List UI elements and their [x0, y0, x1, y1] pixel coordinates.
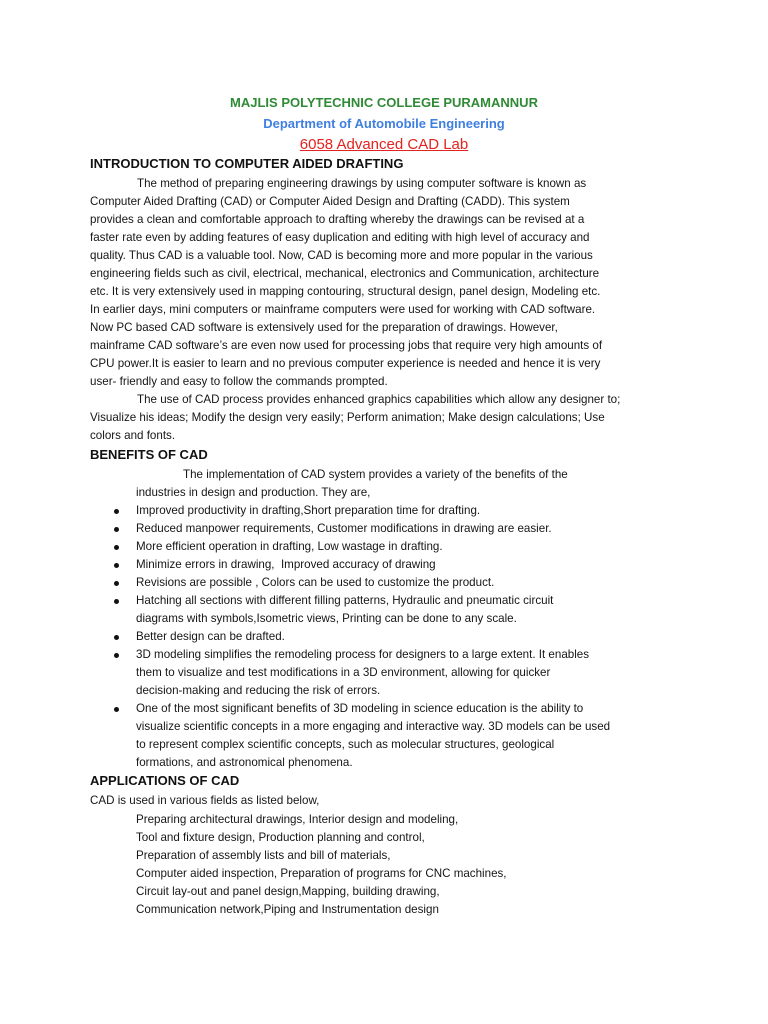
bullet-line: More efficient operation in drafting, Low wastage in drafting.	[136, 540, 443, 553]
list-item: Circuit lay-out and panel design,Mapping, building drawing,	[136, 885, 440, 898]
intro-heading: INTRODUCTION TO COMPUTER AIDED DRAFTING	[90, 156, 404, 171]
paragraph-line: CAD is used in various fields as listed below,	[90, 794, 320, 807]
bullet-line: diagrams with symbols,Isometric views, Printing can be done to any scale.	[136, 612, 517, 625]
bullet-line: decision-making and reducing the risk of errors.	[136, 684, 381, 697]
applications-list	[136, 811, 507, 919]
lab-title-text: 6058 Advanced CAD Lab	[299, 136, 469, 153]
bullet-line: visualize scientific concepts in a more engaging and interactive way. 3D models can be used	[136, 720, 611, 733]
bullet-item	[136, 556, 610, 574]
intro-paragraph-1	[90, 175, 602, 391]
paragraph-line: industries in design and production. They are,	[136, 486, 371, 499]
bullet-line: to represent complex scientific concepts, such as molecular structures, geological	[136, 738, 555, 751]
college-name: MAJLIS POLYTECHNIC COLLEGE PURAMANNUR	[230, 95, 538, 110]
bullet-icon	[114, 509, 119, 514]
intro-paragraph-2	[90, 391, 620, 445]
bullet-item	[136, 538, 610, 556]
bullet-line: 3D modeling simplifies the remodeling process for designers to a large extent. It enables	[136, 648, 590, 661]
paragraph-line: provides a clean and comfortable approach to drafting whereby the drawings can be revised at a	[90, 213, 585, 226]
paragraph-line: user- friendly and easy to follow the commands prompted.	[90, 375, 388, 388]
paragraph-line: The implementation of CAD system provides a variety of the benefits of the	[183, 468, 568, 481]
bullet-line: formations, and astronomical phenomena.	[136, 756, 353, 769]
bullet-item	[136, 700, 610, 772]
bullet-item	[136, 502, 610, 520]
applications-intro	[90, 792, 319, 810]
paragraph-line: The use of CAD process provides enhanced graphics capabilities which allow any designer to;	[137, 393, 621, 406]
paragraph-line: Computer Aided Drafting (CAD) or Computer Aided Design and Drafting (CADD). This system	[90, 195, 570, 208]
list-item: Computer aided inspection, Preparation of programs for CNC machines,	[136, 867, 507, 880]
bullet-icon	[114, 581, 119, 586]
paragraph-line: CPU power.It is easier to learn and no previous computer experience is needed and hence it is very	[90, 357, 601, 370]
bullet-line: them to visualize and test modifications in a 3D environment, allowing for quicker	[136, 666, 551, 679]
bullet-item	[136, 574, 610, 592]
bullet-line: Improved productivity in drafting,Short preparation time for drafting.	[136, 504, 481, 517]
bullet-icon	[114, 563, 119, 568]
bullet-line: Better design can be drafted.	[136, 630, 285, 643]
paragraph-line: faster rate even by adding features of easy duplication and editing with high level of accuracy and	[90, 231, 590, 244]
bullet-line: Hatching all sections with different filling patterns, Hydraulic and pneumatic circuit	[136, 594, 554, 607]
bullet-line: Reduced manpower requirements, Customer modifications in drawing are easier.	[136, 522, 552, 535]
bullet-item	[136, 592, 610, 628]
applications-heading: APPLICATIONS OF CAD	[90, 773, 240, 788]
bullet-icon	[114, 545, 119, 550]
paragraph-line: Now PC based CAD software is extensively used for the preparation of drawings. However,	[90, 321, 558, 334]
benefits-intro	[136, 466, 568, 502]
benefits-list	[136, 502, 610, 772]
paragraph-line: quality. Thus CAD is a valuable tool. Now, CAD is becoming more and more popular in the various	[90, 249, 593, 262]
bullet-line: Minimize errors in drawing, Improved accuracy of drawing	[136, 558, 436, 571]
list-item: Tool and fixture design, Production planning and control,	[136, 831, 425, 844]
bullet-icon	[114, 635, 119, 640]
benefits-heading: BENEFITS OF CAD	[90, 447, 208, 462]
department-name: Department of Automobile Engineering	[263, 116, 505, 131]
bullet-icon	[114, 527, 119, 532]
bullet-icon	[114, 599, 119, 604]
paragraph-line: In earlier days, mini computers or mainframe computers were used for working with CAD software.	[90, 303, 596, 316]
bullet-icon	[114, 707, 119, 712]
list-item: Preparing architectural drawings, Interior design and modeling,	[136, 813, 459, 826]
bullet-item	[136, 646, 610, 700]
lab-title	[0, 135, 768, 155]
bullet-line: One of the most significant benefits of 3D modeling in science education is the ability to	[136, 702, 584, 715]
list-item: Preparation of assembly lists and bill of materials,	[136, 849, 391, 862]
paragraph-line: The method of preparing engineering drawings by using computer software is known as	[137, 177, 587, 190]
bullet-icon	[114, 653, 119, 658]
bullet-item	[136, 520, 610, 538]
paragraph-line: engineering fields such as civil, electrical, mechanical, electronics and Communication, architecture	[90, 267, 600, 280]
paragraph-line: Visualize his ideas; Modify the design very easily; Perform animation; Make design calculations; Use	[90, 411, 605, 424]
paragraph-line: colors and fonts.	[90, 429, 176, 442]
paragraph-line: mainframe CAD software’s are even now used for processing jobs that require very high amounts of	[90, 339, 603, 352]
paragraph-line: etc. It is very extensively used in mapping contouring, structural design, panel design, Modeling etc.	[90, 285, 601, 298]
list-item: Communication network,Piping and Instrumentation design	[136, 903, 439, 916]
bullet-line: Revisions are possible , Colors can be used to customize the product.	[136, 576, 495, 589]
bullet-item	[136, 628, 610, 646]
